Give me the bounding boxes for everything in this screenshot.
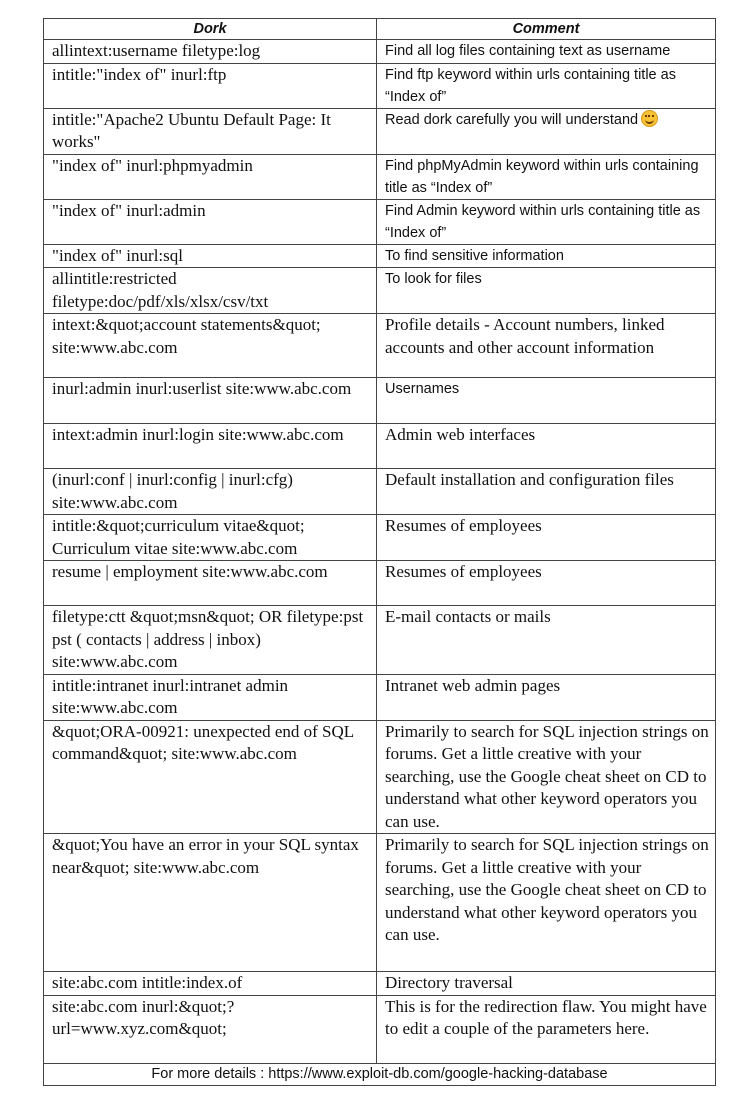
comment-cell: This is for the redirection flaw. You might have to edit a couple of the parameters here. [377, 995, 716, 1063]
comment-cell: Intranet web admin pages [377, 674, 716, 720]
table-row [44, 244, 716, 268]
table-row [44, 314, 716, 378]
comment-cell: To look for files [377, 268, 716, 314]
table-row [44, 995, 716, 1063]
comment-cell: Primarily to search for SQL injection strings on forums. Get a little creative with your searching, use the Google cheat sheet on CD to understand what other keyword operators you can use. [377, 834, 716, 972]
table-row [44, 154, 716, 199]
comment-cell: Primarily to search for SQL injection strings on forums. Get a little creative with your searching, use the Google cheat sheet on CD to understand what other keyword operators you can use. [377, 720, 716, 834]
dork-cell: resume | employment site:www.abc.com [44, 561, 377, 606]
table-row [44, 972, 716, 996]
table-row [44, 561, 716, 606]
table-row [44, 40, 716, 64]
comment-cell: To find sensitive information [377, 244, 716, 268]
comment-cell: Resumes of employees [377, 515, 716, 561]
dork-cell: intitle:intranet inurl:intranet admin site:www.abc.com [44, 674, 377, 720]
comment-cell: Usernames [377, 378, 716, 424]
comment-cell: Profile details - Account numbers, linked accounts and other account information [377, 314, 716, 378]
dork-cell: "index of" inurl:sql [44, 244, 377, 268]
table-row [44, 515, 716, 561]
dork-cell: allintext:username filetype:log [44, 40, 377, 64]
dork-cell: allintitle:restricted filetype:doc/pdf/xls/xlsx/csv/txt [44, 268, 377, 314]
dork-cell: intitle:"Apache2 Ubuntu Default Page: It works" [44, 108, 377, 154]
table-row [44, 720, 716, 834]
dork-cell: (inurl:conf | inurl:config | inurl:cfg) site:www.abc.com [44, 469, 377, 515]
dork-cell: &quot;ORA-00921: unexpected end of SQL command&quot; site:www.abc.com [44, 720, 377, 834]
comment-cell: Find Admin keyword within urls containing title as “Index of” [377, 199, 716, 244]
dork-cell: &quot;You have an error in your SQL syntax near&quot; site:www.abc.com [44, 834, 377, 972]
comment-cell [377, 108, 716, 154]
comment-cell: Directory traversal [377, 972, 716, 996]
dork-cell: site:abc.com intitle:index.of [44, 972, 377, 996]
header-row [44, 19, 716, 40]
dork-cell: "index of" inurl:admin [44, 199, 377, 244]
dork-cell: inurl:admin inurl:userlist site:www.abc.com [44, 378, 377, 424]
comment-cell: Admin web interfaces [377, 424, 716, 469]
google-dorks-table [43, 18, 716, 1086]
table-row [44, 108, 716, 154]
dork-cell: intitle:&quot;curriculum vitae&quot; Curriculum vitae site:www.abc.com [44, 515, 377, 561]
comment-cell: Resumes of employees [377, 561, 716, 606]
table-row [44, 834, 716, 972]
dork-column-header: Dork [44, 19, 377, 40]
dork-cell: intext:&quot;account statements&quot; site:www.abc.com [44, 314, 377, 378]
dork-cell: "index of" inurl:phpmyadmin [44, 154, 377, 199]
dork-cell: intext:admin inurl:login site:www.abc.com [44, 424, 377, 469]
table-row [44, 63, 716, 108]
footer-row [44, 1063, 716, 1085]
comment-cell: Find phpMyAdmin keyword within urls containing title as “Index of” [377, 154, 716, 199]
table-row [44, 424, 716, 469]
smiling-face-icon [641, 110, 658, 127]
dork-cell: intitle:"index of" inurl:ftp [44, 63, 377, 108]
table-row [44, 268, 716, 314]
comment-cell: E-mail contacts or mails [377, 606, 716, 675]
dork-cell: filetype:ctt &quot;msn&quot; OR filetype:pst pst ( contacts | address | inbox) site:www.abc.com [44, 606, 377, 675]
comment-cell: Find ftp keyword within urls containing title as “Index of” [377, 63, 716, 108]
comment-column-header: Comment [377, 19, 716, 40]
table-row [44, 378, 716, 424]
comment-text: Read dork carefully you will understand [385, 111, 639, 128]
footer-note: For more details : https://www.exploit-db.com/google-hacking-database [44, 1063, 716, 1085]
dork-cell: site:abc.com inurl:&quot;?url=www.xyz.com&quot; [44, 995, 377, 1063]
table-row [44, 199, 716, 244]
comment-cell: Default installation and configuration files [377, 469, 716, 515]
table-row [44, 606, 716, 675]
comment-cell: Find all log files containing text as username [377, 40, 716, 64]
table-row [44, 674, 716, 720]
table-row [44, 469, 716, 515]
